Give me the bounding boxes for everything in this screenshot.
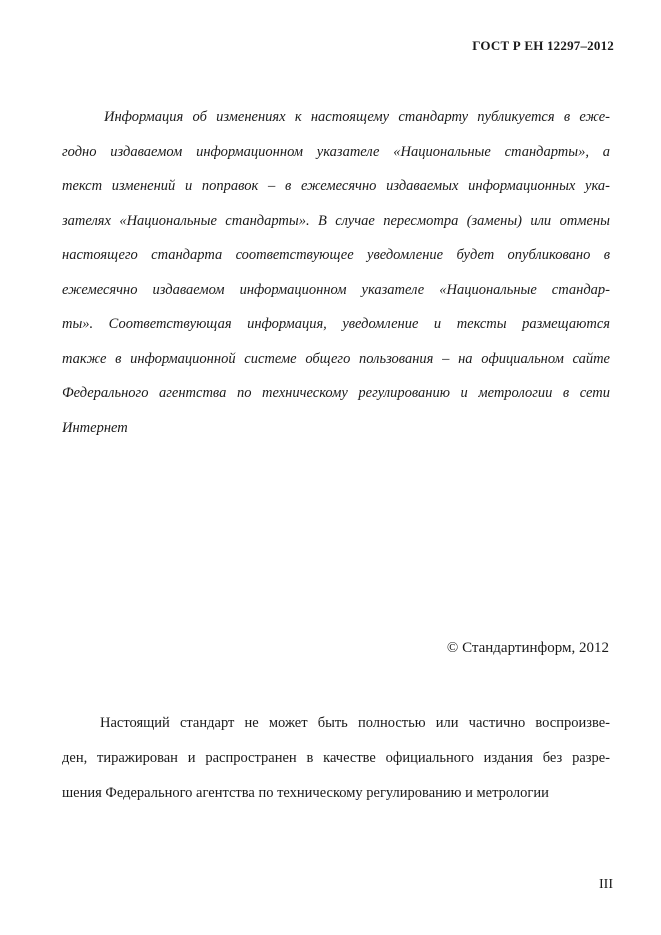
info-line: Интернет <box>62 419 128 436</box>
page-number: III <box>599 877 613 892</box>
info-line: также в информационной системе общего пользования – на официальном сайте <box>62 350 610 367</box>
notice-line: Настоящий стандарт не может быть полностью или частично воспроизве- <box>100 715 610 731</box>
copyright-notice: © Стандартинформ, 2012 <box>446 640 609 656</box>
notice-line: шения Федерального агентства по техническому регулированию и метрологии <box>62 785 549 801</box>
info-line: ты». Соответствующая информация, уведомление и тексты размещаются <box>62 316 610 332</box>
info-line: настоящего стандарта соответствующее уведомление будет опубликовано в <box>62 247 610 263</box>
info-line: зателях «Национальные стандарты». В случае пересмотра (замены) или отмены <box>62 212 610 229</box>
info-line: Информация об изменениях к настоящему стандарту публикуется в еже- <box>104 109 610 125</box>
reproduction-notice-paragraph <box>62 706 610 811</box>
update-info-paragraph <box>62 100 610 445</box>
info-line: текст изменений и поправок – в ежемесячно издаваемых информационных ука- <box>62 178 610 194</box>
info-line: годно издаваемом информационном указателе «Национальные стандарты», а <box>62 143 610 160</box>
notice-line: ден, тиражирован и распространен в качестве официального издания без разре- <box>62 750 610 766</box>
standard-code-header: ГОСТ Р ЕН 12297–2012 <box>472 38 614 53</box>
info-line: Федерального агентства по техническому регулированию и метрологии в сети <box>62 385 610 401</box>
info-line: ежемесячно издаваемом информационном указателе «Национальные стандар- <box>62 281 610 298</box>
